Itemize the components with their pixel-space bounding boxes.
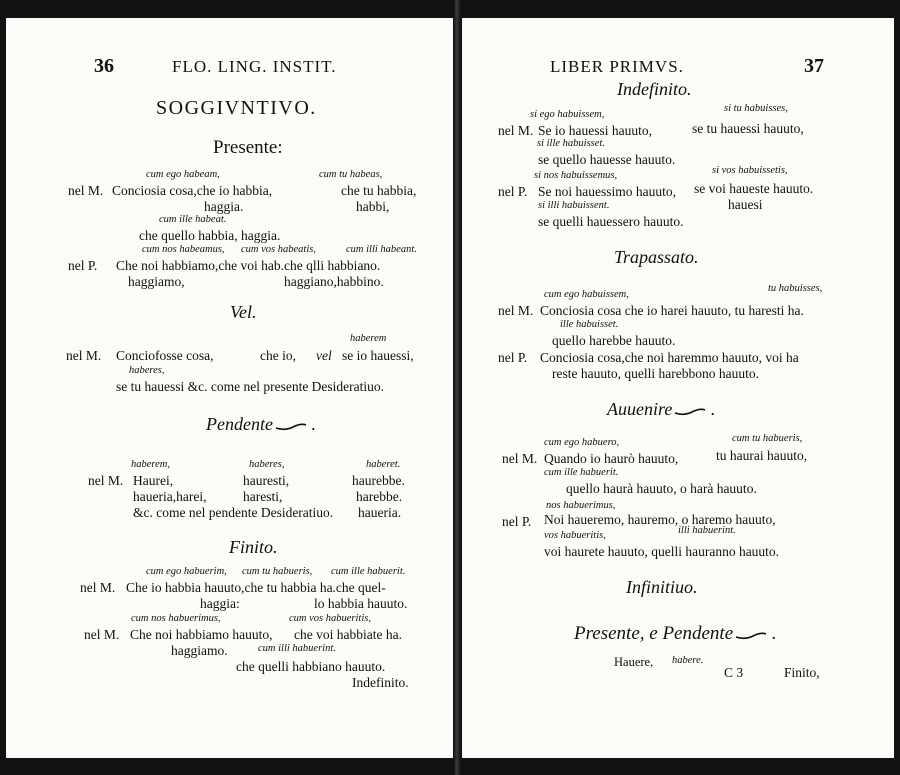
book-gutter xyxy=(453,0,462,775)
conjugation-line: che tu habbia, xyxy=(341,183,417,198)
flourish-ornament xyxy=(735,630,767,640)
left-page xyxy=(6,18,453,758)
number-label: nel M. xyxy=(498,303,534,318)
latin-gloss: haberet. xyxy=(366,459,401,470)
flourish-ornament xyxy=(674,406,706,416)
pendente-heading: Pendente . xyxy=(206,414,316,434)
latin-gloss: nos habuerimus, xyxy=(546,500,616,511)
conjugation-line: se io hauessi, xyxy=(342,348,414,363)
latin-gloss: cum vos habueritis, xyxy=(289,613,371,624)
latin-gloss: cum tu habueris, xyxy=(242,566,313,577)
conjugation-line: Che noi habbiamo hauuto, xyxy=(130,627,273,642)
latin-gloss: cum nos habuerimus, xyxy=(131,613,221,624)
conjugation-line: haresti, xyxy=(243,489,283,504)
conjugation-line: lo habbia hauuto. xyxy=(314,596,408,611)
conjugation-line: che quello habbia, haggia. xyxy=(139,228,281,243)
indefinito-heading: Indefinito. xyxy=(617,79,692,99)
running-head: FLO. LING. INSTIT. xyxy=(172,57,337,76)
infinitiuo-heading: Infinitiuo. xyxy=(626,577,698,597)
latin-gloss: habere. xyxy=(672,655,704,666)
conjugation-line: Conciosia cosa che io harei hauuto, tu haresti ha. xyxy=(540,303,804,318)
conjugation-line: se tu hauessi &c. come nel presente Desideratiuo. xyxy=(116,379,385,394)
conjugation-line: Conciosia cosa,che noi haremmo hauuto, voi ha xyxy=(540,350,799,365)
conjugation-line: Quando io haurò hauuto, xyxy=(544,451,679,466)
conjugation-line: se quelli hauessero hauuto. xyxy=(538,214,684,229)
latin-gloss: haberem, xyxy=(131,459,170,470)
latin-gloss: cum ille habuerit. xyxy=(544,467,619,478)
number-label: nel P. xyxy=(502,514,532,529)
conjugation-line: Conciofosse cosa, xyxy=(116,348,214,363)
presente-heading: Presente: xyxy=(213,137,283,158)
conjugation-line: Haurei, xyxy=(133,473,174,488)
number-label: nel M. xyxy=(80,580,116,595)
latin-gloss: si tu habuisses, xyxy=(724,103,788,114)
number-label: nel P. xyxy=(498,184,528,199)
latin-gloss: cum illi habeant. xyxy=(346,244,417,255)
conjugation-line: Conciosia cosa,che io habbia, xyxy=(112,183,273,198)
latin-gloss: cum tu habeas, xyxy=(319,169,383,180)
conjugation-line: hauesi xyxy=(728,197,763,212)
latin-gloss: si vos habuissetis, xyxy=(712,165,788,176)
latin-gloss: vos habueritis, xyxy=(544,530,606,541)
conjugation-line: che quelli habbiano hauuto. xyxy=(236,659,386,674)
pendente-heading-text: Pendente xyxy=(206,414,273,434)
conjugation-line: hauresti, xyxy=(243,473,290,488)
finito-heading: Finito. xyxy=(229,537,278,557)
presente-pendente-heading: Presente, e Pendente . xyxy=(574,623,777,644)
conjugation-line: Se io hauessi hauuto, xyxy=(538,123,652,138)
number-label: nel M. xyxy=(502,451,538,466)
latin-gloss: ille habuisset. xyxy=(560,319,619,330)
conjugation-line: haggia: xyxy=(200,596,240,611)
number-label: nel M. xyxy=(68,183,104,198)
running-head: LIBER PRIMVS. xyxy=(550,57,684,76)
conjugation-line: se tu hauessi hauuto, xyxy=(692,121,804,136)
bottom-line: Hauere, xyxy=(614,655,654,669)
page-number: 36 xyxy=(94,55,114,77)
catchword: Indefinito. xyxy=(352,675,409,690)
vel-heading: Vel. xyxy=(230,302,257,322)
latin-gloss: haberes, xyxy=(129,365,165,376)
latin-gloss: cum ego habuerim, xyxy=(146,566,227,577)
right-page xyxy=(462,18,894,758)
auuenire-heading: Auuenire . xyxy=(607,399,716,419)
presente-pendente-heading-text: Presente, e Pendente xyxy=(574,623,734,644)
auuenire-heading-text: Auuenire xyxy=(607,399,673,419)
conjugation-line: quello haurà hauuto, o harà hauuto. xyxy=(566,481,757,496)
conjugation-line: Che io habbia hauuto,che tu habbia ha.che quel- xyxy=(126,580,386,595)
latin-gloss: tu habuisses, xyxy=(768,283,823,294)
conjugation-line: se quello hauesse hauuto. xyxy=(538,152,676,167)
latin-gloss: si ego habuissem, xyxy=(530,109,605,120)
conjugation-line: che io, xyxy=(260,348,296,363)
conjugation-line: haggiamo, xyxy=(128,274,185,289)
conjugation-line: haggia. xyxy=(204,199,244,214)
latin-gloss: si nos habuissemus, xyxy=(534,170,618,181)
number-label: nel M. xyxy=(88,473,124,488)
conjugation-line: quello harebbe hauuto. xyxy=(552,333,676,348)
latin-gloss: cum nos habeamus, xyxy=(142,244,225,255)
latin-gloss: illi habuerint. xyxy=(678,525,736,536)
latin-gloss: cum ille habuerit. xyxy=(331,566,406,577)
conjugation-line: che voi habbiate ha. xyxy=(294,627,402,642)
conjugation-line: &c. come nel pendente Desideratiuo. xyxy=(133,505,334,520)
page-number: 37 xyxy=(804,55,824,77)
latin-gloss: haberes, xyxy=(249,459,285,470)
latin-gloss: si illi habuissent. xyxy=(538,200,610,211)
latin-gloss: cum ego habuero, xyxy=(544,437,620,448)
number-label: nel M. xyxy=(66,348,102,363)
flourish-ornament xyxy=(275,421,307,431)
conjugation-line: harebbe. xyxy=(356,489,403,504)
conjugation-line: haggiamo. xyxy=(171,643,228,658)
section-title: SOGGIVNTIVO. xyxy=(156,97,317,119)
catchword: Finito, xyxy=(784,665,820,680)
number-label: nel M. xyxy=(498,123,534,138)
conjugation-line: Che noi habbiamo,che voi hab.che qlli habbiano. xyxy=(116,258,381,273)
trapassato-heading: Trapassato. xyxy=(614,247,699,267)
signature-mark: C 3 xyxy=(724,665,744,680)
latin-gloss: si ille habuisset. xyxy=(537,138,605,149)
conjugation-line: voi haurete hauuto, quelli hauranno hauuto. xyxy=(544,544,780,559)
conjugation-line: habbi, xyxy=(356,199,390,214)
number-label: nel P. xyxy=(498,350,528,365)
conjugation-line: Se noi hauessimo hauuto, xyxy=(538,184,676,199)
number-label: nel P. xyxy=(68,258,98,273)
latin-gloss: cum ego habuissem, xyxy=(544,289,629,300)
conjugation-line: se voi haueste hauuto. xyxy=(694,181,814,196)
number-label: nel M. xyxy=(84,627,120,642)
conjugation-line: haueria,harei, xyxy=(133,489,207,504)
latin-gloss: cum ego habeam, xyxy=(146,169,220,180)
latin-gloss: cum vos habeatis, xyxy=(241,244,316,255)
latin-gloss: cum illi habuerint. xyxy=(258,643,336,654)
latin-gloss: haberem xyxy=(350,333,387,344)
conjugation-line: reste hauuto, quelli harebbono hauuto. xyxy=(552,366,759,381)
latin-gloss: cum tu habueris, xyxy=(732,433,803,444)
conjugation-line: haggiano,habbino. xyxy=(284,274,384,289)
conjugation-line: Noi haueremo, hauremo, o haremo hauuto, xyxy=(544,512,776,527)
conjugation-line: haurebbe. xyxy=(352,473,405,488)
conjugation-line: tu haurai hauuto, xyxy=(716,448,808,463)
conjugation-line: haueria. xyxy=(358,505,402,520)
conjugation-line: vel xyxy=(316,348,332,363)
latin-gloss: cum ille habeat. xyxy=(159,214,227,225)
